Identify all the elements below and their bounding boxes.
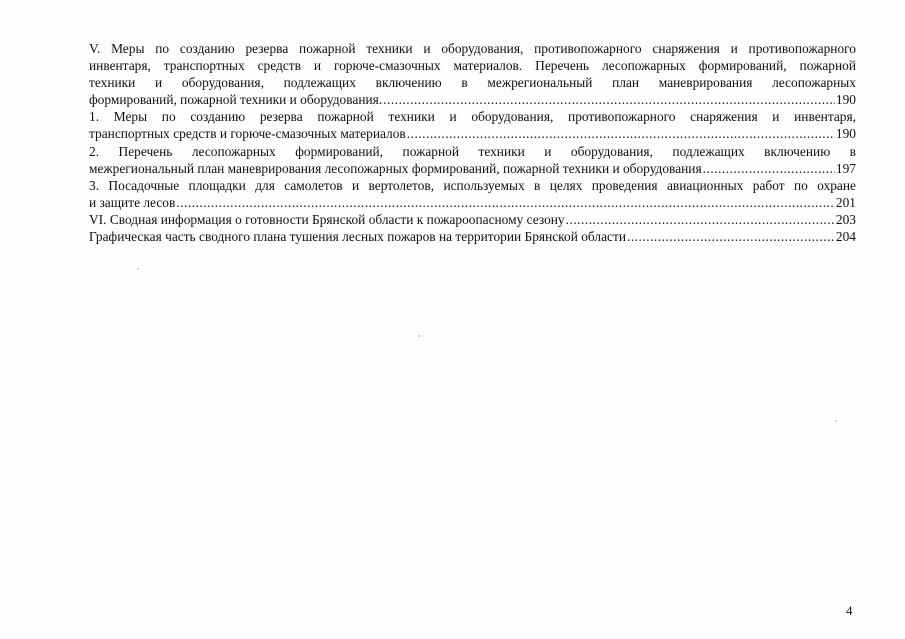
toc-page-number: 197 xyxy=(835,160,856,176)
toc-entry-line: VI. Сводная информация о готовности Брянской области к пожароопасному сезону xyxy=(89,211,565,227)
toc-entry-line: техники и оборудования, подлежащих включению в межрегиональный план маневрирования лесопожарных xyxy=(89,75,856,91)
toc-entry-section-v[interactable] xyxy=(89,40,856,108)
scan-speck xyxy=(835,420,837,422)
toc-entry-last-line xyxy=(89,228,856,245)
toc-entry-section-vi[interactable] xyxy=(89,211,856,228)
toc-entry-line: 1. Меры по созданию резерва пожарной техники и оборудования, противопожарного снаряжения и инвентаря, xyxy=(89,109,856,125)
dot-leader xyxy=(703,160,835,177)
toc-page-number: 190 xyxy=(835,92,856,108)
toc-entry-line: 3. Посадочные площадки для самолетов и вертолетов, используемых в целях проведения авиационных работ по охране xyxy=(89,177,856,193)
page-number: 4 xyxy=(846,603,853,618)
dot-leader xyxy=(566,211,835,228)
scan-speck xyxy=(137,268,139,270)
toc-page-number: 201 xyxy=(835,194,856,210)
toc-entry-line: 2. Перечень лесопожарных формирований, пожарной техники и оборудования, подлежащих включению в xyxy=(89,143,856,159)
toc-entry-last-line xyxy=(89,211,856,228)
table-of-contents xyxy=(89,40,856,245)
toc-page-number: 190 xyxy=(835,126,856,142)
toc-entry-line: V. Меры по созданию резерва пожарной техники и оборудования, противопожарного снаряжения и противопожарного xyxy=(89,41,856,56)
toc-entry-item-2[interactable] xyxy=(89,143,856,177)
toc-entry-line: Графическая часть сводного плана тушения лесных пожаров на территории Брянской области xyxy=(89,229,626,245)
toc-entry-graphic-part[interactable] xyxy=(89,228,856,245)
toc-entry-line: формирований, пожарной техники и оборудования. xyxy=(89,92,383,108)
toc-entry-item-1[interactable] xyxy=(89,108,856,142)
dot-leader xyxy=(407,125,835,142)
toc-entry-last-line xyxy=(89,194,856,211)
toc-entry-line: межрегиональный план маневрирования лесопожарных формирований, пожарной техники и оборудования xyxy=(89,160,702,176)
toc-page-number: 204 xyxy=(835,229,856,245)
toc-entry-line: инвентаря, транспортных средств и горюче-смазочных материалов. Перечень лесопожарных формирований, пожарной xyxy=(89,58,856,74)
toc-entry-line: транспортных средств и горюче-смазочных материалов xyxy=(89,126,406,142)
scan-speck xyxy=(418,335,420,337)
dot-leader xyxy=(383,91,835,108)
toc-entry-item-3[interactable] xyxy=(89,177,856,211)
toc-entry-last-line xyxy=(89,91,856,108)
toc-page-number: 203 xyxy=(835,211,856,227)
toc-entry-last-line xyxy=(89,125,856,142)
toc-entry-last-line xyxy=(89,160,856,177)
dot-leader xyxy=(176,194,835,211)
dot-leader xyxy=(627,228,835,245)
toc-entry-line: и защите лесов xyxy=(89,194,176,210)
